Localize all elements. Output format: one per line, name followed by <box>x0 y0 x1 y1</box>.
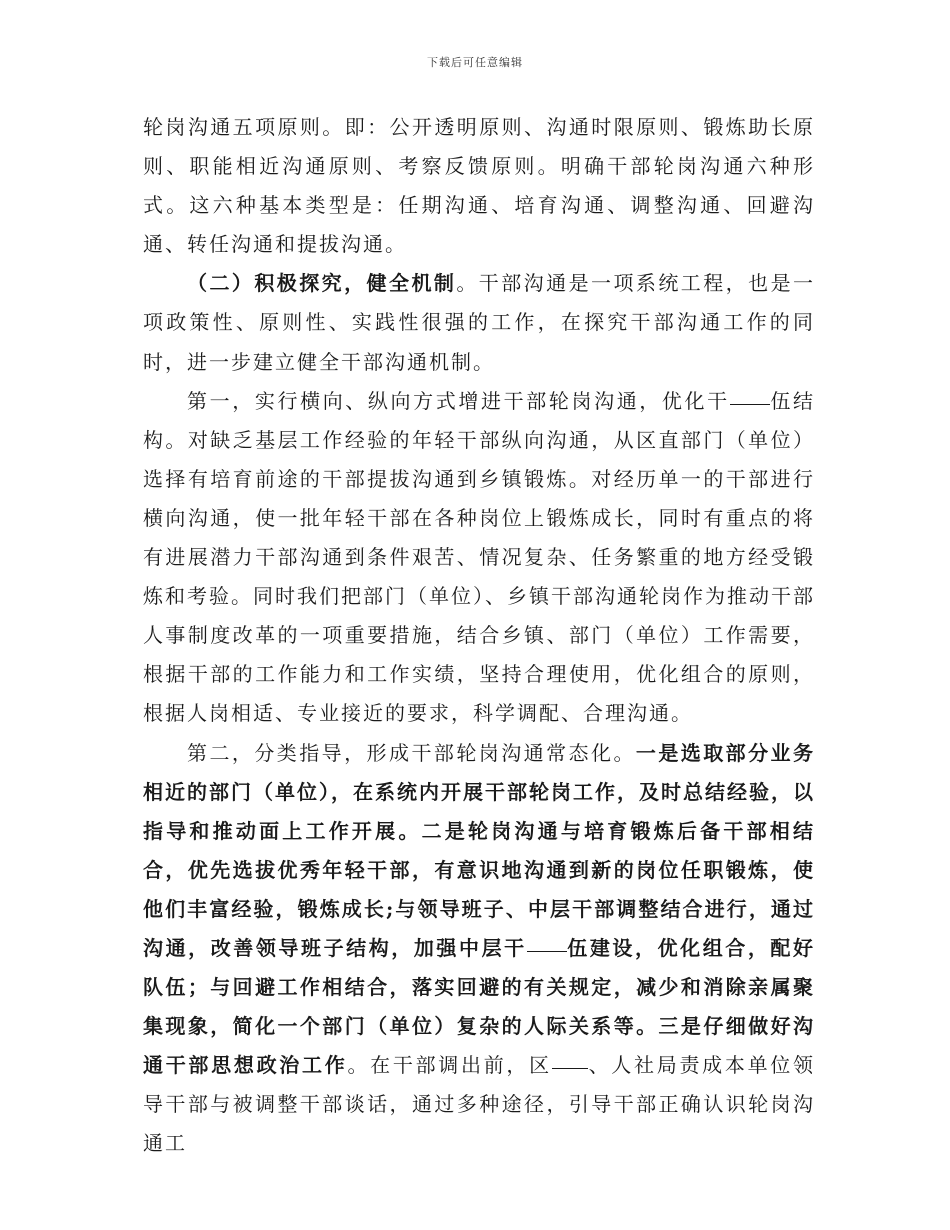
paragraph-second <box>143 734 815 1164</box>
paragraph-text: 。在干部调出前，区 <box>347 1053 552 1078</box>
page-header: 下载后可任意编辑 <box>427 56 523 69</box>
paragraph-mechanism <box>143 264 815 381</box>
blank-underline <box>552 1067 588 1069</box>
paragraph-principles: 轮岗沟通五项原则。即：公开透明原则、沟通时限原则、锻炼助长原则、职能相近沟通原则、考察反馈原则。明确干部轮岗沟通六种形式。这六种基本类型是：任期沟通、培育沟通、调整沟通、回避沟通、转任沟通和提拔沟通。 <box>143 115 815 257</box>
paragraph-text: 伍结构。对缺乏基层工作经验的年轻干部纵向沟通，从区直部门（单位）选择有培育前途的干部提拔沟通到乡镇锻炼。对经历单一的干部进行横向沟通，使一批年轻干部在各种岗位上锻炼成长，同时有重点的将有进展潜力干部沟通到条件艰苦、情况复杂、任务繁重的地方经受锻炼和考验。同时我们把部门（单位）、乡镇干部沟通轮岗作为推动干部人事制度改革的一项重要措施，结合乡镇、部门（单位）工作需要，根据干部的工作能力和工作实绩，坚持合理使用，优化组合的原则，根据人岗相适、专业接近的要求，科学调配、合理沟通。 <box>143 388 816 726</box>
bold-text: 一是选取部分业务相近的部门（单位），在系统内开展干部轮岗工作，及时总结经验，以指导和推动面上工作开展。二是轮岗沟通与培育锻炼后备干部相结合，优先选拔优秀年轻干部，有意识地沟通到新的岗位任职锻炼，使他们丰富经验，锻炼成长;与领导班子、中层干部调整结合进行，通过沟通，改善领导班子结构，加强中层干 <box>143 740 816 960</box>
paragraph-text: 。干部沟通是一项系统工程，也是一项政策性、原则性、实践性很强的工作，在探究干部沟通工作的同时，进一步建立健全干部沟通机制。 <box>143 271 816 374</box>
paragraph-text: 第一，实行横向、纵向方式增进干部轮岗沟通，优化干 <box>187 388 730 413</box>
section-heading: （二）积极探究，健全机制 <box>187 271 457 296</box>
paragraph-text: 第二，分类指导，形成干部轮岗沟通常态化。 <box>187 740 636 765</box>
blank-underline <box>730 403 770 405</box>
paragraph-text: 、人社局责成本单位领导干部与被调整干部谈话，通过多种途径，引导干部正确认识轮岗沟通工 <box>143 1053 816 1156</box>
blank-underline <box>527 950 567 952</box>
document-body <box>143 108 815 1164</box>
paragraph-first <box>143 382 815 734</box>
bold-text: 伍建设，优化组合，配好队伍；与回避工作相结合，落实回避的有关规定，减少和消除亲属聚集现象，简化一个部门（单位）复杂的人际关系等。三是仔细做好沟通干部思想政治工作 <box>143 935 816 1078</box>
